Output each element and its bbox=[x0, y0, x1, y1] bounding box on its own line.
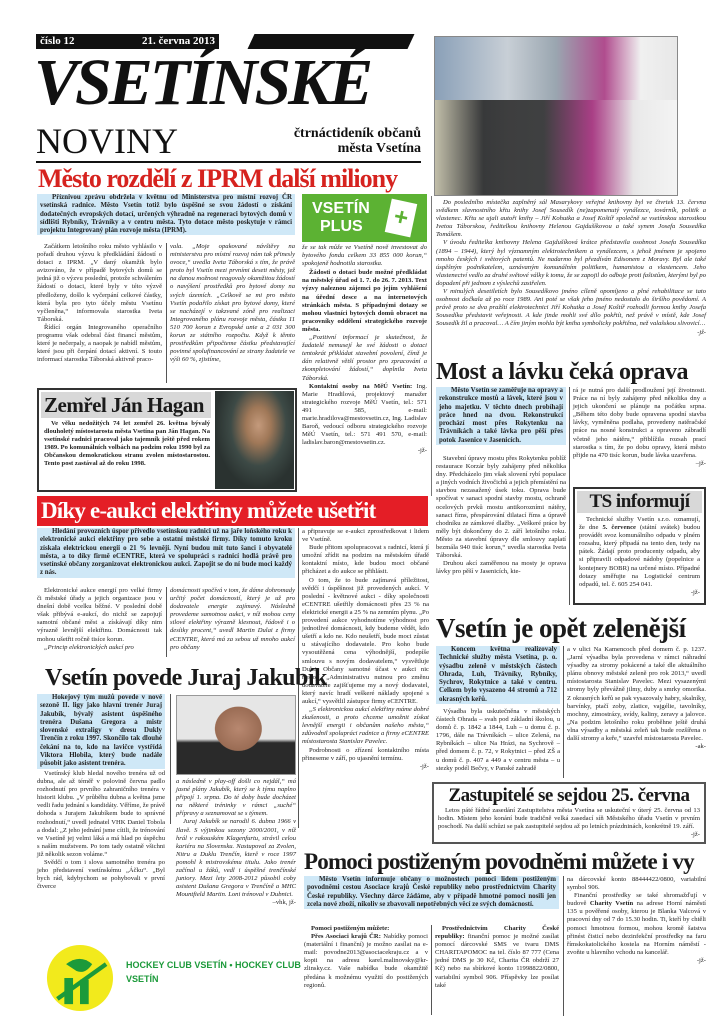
eaukce-col3b-text: Bude přitom spolupracovat s radnicí, která jí umožní zřídit na podzim na městském úřadě kontaktní místo, kde budou moci občané přicházet a do aukce se přihlásit. bbox=[302, 544, 429, 576]
hockey-player-icon bbox=[40, 938, 120, 1018]
zastupitele-box bbox=[432, 782, 706, 844]
eaukce-col3 bbox=[302, 528, 429, 771]
issue-date: 21. června 2013 bbox=[141, 35, 215, 47]
povodne-col2 bbox=[435, 925, 559, 990]
ts-text-b: (státní svátek) budou provádět svoz komunálního odpadu v plném rozsahu, který připadá na tento den, tedy na pátek. Žádají proto producenty odpadu, aby si připravili odpadové nádoby (popelnice a kontejnery BOBR) na určené místo. Případné dotazy směřujte na Logistické centrum odpadů, tel. č. 605 254 041. bbox=[579, 524, 701, 588]
iprm-col3c-text: „Pozitivní informací je skutečnost, že žadatelé nemusejí ke své žádosti o dotaci tentokrát přikládat stavební povolení, čímž je dán relativně větší prostor pro zpracování a zkompletování žádostí,“ doplnila Iveta Táborská. bbox=[302, 334, 427, 382]
jakubik-headline: Vsetín povede Juraj Jakubík bbox=[45, 665, 327, 691]
most-col1-text: Stavební úpravy mostu přes Rokytenku poblíž restaurace Korzár byly zahájeny před několika dny. Předcházelo jim však slovení rybí populace a jiných vodních živočichů a jejich přemístění na stavbou nezasažený úsek toku. Oprava bude spočívat v sanaci spodní stavby mostu, ochraně ocelových prvků mostu antikorozními nátěry, sanaci říms, přespárování dilatací říms a úpravě chodníku ze zámkové dlažby. „Veškeré práce by měly být dokončeny do 2. září letošního roku. Město za stavební úpravy dle smlouvy zaplatí bezmála 940 tisíc korun,“ uvedla starostka Iveta Táborská. bbox=[436, 455, 566, 560]
zelen-col1-text: Výsadba byla uskutečněna v městských částech Ohrada – svah pod základní školou, u domů č. p. 1842 a 1844, Luh – u domu č. p. 1796, dále na Trávníkách – ulice Zelená, na Rybníkách – ulice Na Hrázi, na Sychrově – před domem č. p. 72, v Rokytnici – před ZŠ a u domů č. p. 407 a 449 a v centru města – u stezky podél Bečvy, v Panské zahradě bbox=[436, 708, 560, 772]
hockey-logo-ring-text: HOCKEY CLUB VSETÍN • HOCKEY CLUB bbox=[126, 960, 301, 970]
column-divider bbox=[166, 587, 167, 657]
eaukce-col1-text: Elektronické aukce energií pro velké firmy či městské úřady a jejich organizace jsou v dnešní době vcelku běžné. V poslední době však přibývá e-aukcí, do nichž se zapojují samotní občané měst a získávají díky nim výrazně levnější elektřinu. Domácnosti tak mohou ušetřit ročně tisíce korun. bbox=[37, 587, 162, 643]
povodne-col2-text: finanční pomoc je možné zasílat pomocí dárcovské SMS ve tvaru DMS CHARITAPOMOC na tel. číslo 87 777 (Cena jedné DMS je 30 Kč, Charita ČR obdrží 27 Kč) nebo na sbírkové konto 11998822/0800, variabilní symbol 906. Příspěvky lze posílat také bbox=[435, 933, 559, 989]
column-divider bbox=[563, 646, 564, 778]
book-launch-photo bbox=[434, 36, 678, 196]
zastupitele-text bbox=[434, 807, 704, 839]
signature: -jž- bbox=[697, 328, 706, 336]
jakubik-col2 bbox=[176, 778, 296, 908]
iprm-col3a-text: že se tak může ve Vsetíně nově investovat do bytového fondu celkem 33 855 000 korun,“ spokojeně hodnotila starostka. bbox=[302, 244, 427, 268]
povodne-col2-label: Prostřednictvím Charity České republiky: bbox=[435, 925, 559, 941]
signature: -jž- bbox=[417, 447, 427, 455]
hockey-logo-bottom-text: VSETÍN bbox=[126, 974, 159, 984]
eaukce-col3c-text: O tom, že to bude zajímavá příležitost, svědčí i úspěšnost již provedených aukcí. V poslední - květnové aukci - díky společnosti eCENTRE ušetřily domácnosti přes 23 % na elektrické energii a 25 % na zemním plynu. „Po provedení aukce vyhodnotíme výhodnost pro jednotlivé domácnosti, kdy budeme vědět, kdo ušetří a kdo ne. Kdo neušetří, bude moci zůstat u stávajícího dodavatele. Pro koho bude vysoutěžená cena výhodnější, podepíše smlouvu s novým dodavatelem,“ vysvětluje Dulai. Občany samotné účast v aukci nic nestojí. „Administrativu nutnou pro změnu dodavatele zajišťujeme my a nový dodavatel, který navíc hradí veškeré náklady spojené s aukcí,“ vysvětlil zástupce firmy eCENTRE. bbox=[302, 576, 429, 705]
sousedik-p2: V úvodu ředitelka knihovny Helena Gajdušíková krátce představila osobnost Josefa Sousedíka (1894 – 1944), který byl významným elektrotechnikem a vynálezcem, s jehož jménem je spojeno mnoho českých i světových patentů. Ne nadarmo byl přezdíván Edisonem z Moravy. Byl ale také úspěšným podnikatelem, uznávaným komunálním politikem, humanistou a vlastencem. Jeho vlastenectví vedlo za druhé světové války k tomu, že se zapojil do odboje proti fašistům, kterými byl po dopadení při jednom z výslechů zastřelen. bbox=[436, 239, 706, 287]
signature: -jž- bbox=[419, 762, 429, 770]
most-col2-text: rá je nutná pro další prodloužení její životnosti. Práce na ní byly zahájeny před několika dny a jejich ukončení se plánuje na počátku srpna. „Během této doby bude opravena spodní stavba lávky, vyměněna podlaha, provedeny natěračské práce na nosné konstrukci a opraveno zábradlí včetně jeho nátěru,“ přiblížila rozsah prací starostka s tím, že po dobu opravy, která město přijde na 470 tisíc korun, bude lávka uzavřena. bbox=[573, 387, 706, 459]
eaukce-headline-bar bbox=[37, 496, 428, 526]
iprm-col1-text: Začátkem letošního roku město vyhlásilo v pořadí druhou výzvu k předkládání žádostí o dotaci z IPRM. „V daný okamžik bylo avizováno, že v případě bytových domů se jedná již o výzvu poslední, protože schválením žádostí o dotaci, které byly v této výzvě předloženy, došlo k vyčerpání celkové částky, která byla pro tyto účely městu Vsetínu vyčleněna,“ informovala starostka Iveta Táborská. bbox=[37, 243, 162, 323]
hagan-text bbox=[44, 420, 210, 469]
povodne-col1 bbox=[304, 925, 428, 990]
subtitle-line-1: čtrnáctideník občanů bbox=[293, 126, 421, 141]
iprm-lead-text: Příznivou zprávu obdržela v květnu od Ministerstva pro místní rozvoj ČR vsetínská radnice. Město Vsetín totiž bylo úspěšné se svou žádostí o získání dodatečných evropských dotací, určených výhradně na regeneraci bytových domů v sídlišti Rybníky, Trávníky a v centru města. Tyto dotace město poskytuje v rámci projektu Integrovaný plán rozvoje města (IPRM). bbox=[40, 194, 292, 235]
ts-box bbox=[573, 487, 706, 605]
eaukce-col1b-text: „Princip elektronických aukcí pro bbox=[44, 643, 134, 651]
logo-text-plus: PLUS bbox=[320, 218, 363, 235]
most-col1b-text: Druhou akcí zaměřenou na mosty je oprava lávky pro pěší v Jasenicích, kte- bbox=[436, 560, 566, 576]
signature: -jž- bbox=[696, 956, 706, 964]
iprm-col3d-text: Ing. Marie Hradilová, projektový manažer strategického rozvoje MěÚ Vsetín, tel.: 571 491 585, e-mail: marie.hradilova@mestovsetin.cz, Ing. Ladislav Baroň, vedoucí odboru strategického rozvoje MěÚ Vsetín, tel.: 571 491 570, e-mail: ladislav.baron@mestovsetin.cz. bbox=[302, 382, 427, 447]
jakubik-col2b-text: Juraj Jakubík se narodil 6. dubna 1966 v Ilavě. S výjimkou sezony 2000/2001, v níž hrál v rakouském Klagenfurtu, strávil celou kariéru na Slovensku. Nastupoval za Zvolen, Nitru a Duklu Trenčín, kterě v roce 1997 pomohl k mistrovskému titulu. Jako trenér začínal u žáků, vedl i úspěšné trenčínské juniory. Mezi lety 2008-2012 působil coby asistent Dušana Gregora v Trenčíně a MHC Mountfield Martin. Loni trénoval v Dubnici. bbox=[176, 818, 296, 899]
zelen-headline: Vsetín je opět zelenější bbox=[436, 613, 686, 643]
jakubik-lead-text: Hokejový tým mužů povede v nové sezoně II. ligy jako hlavní trenér Juraj Jakubík, bývalý asistent úspěšného trenéra Dušana Gregora a mistr slovenské extraligy v dresu Dukly Trenčín z roku 1997. Skončilo tak dlouhé čekání na to, kdo na lavičce vystřídá Viktora Hlobila, který bude nadále působit jako asistent trenéra. bbox=[40, 694, 162, 768]
signature: -jž- bbox=[690, 831, 700, 839]
eaukce-headline: Díky e-aukci elektřiny můžete ušetřit bbox=[41, 498, 376, 523]
signature: –jž- bbox=[695, 459, 706, 467]
photo-people bbox=[435, 100, 677, 195]
hagan-portrait bbox=[215, 391, 294, 489]
column-divider bbox=[170, 694, 171, 824]
zelen-col2 bbox=[567, 646, 706, 751]
masthead-rule bbox=[36, 161, 421, 163]
eaukce-col1 bbox=[37, 587, 162, 652]
eaukce-col3d-text: „S elektronickou aukcí elektřiny máme dobré zkušenosti, a proto chceme umožnit získat levnější energii i občanům našeho města,“ zdůvodnil spolupráci radnice a firmy eCENTRE místostarosta Stanislav Pavelec. bbox=[302, 706, 429, 746]
sousedik-p1: Do posledního místečka zaplněný sál Masarykovy veřejné knihovny byl ve čtvrtek 13. června svědkem slavnostního křtu knihy Josef Sousedík (ne)zapomenutý vynálezce, továrník, politik a vlastenec. Křtu se ujali autoři knihy – Jiří Kohutka a Josef Koštíř společně se vsetínskou starostkou Ivetou Táborskou, ředitelkou knihovny Helenou Gajdušíkovou a také synem Josefa Sousedíka Tomášem. bbox=[436, 199, 706, 239]
iprm-col3b-text: Žádosti o dotaci bude možné předkládat na městský úřad od 1. 7. do 26. 7. 2013. Text výzvy naleznou zájemci po jejím vyhlášení na úřední desce a na internetových stránkách města. S případnými dotazy se mohou vlastníci bytových domů obracet na pracovníky oddělení strategického rozvoje města. bbox=[302, 269, 427, 333]
hagan-box bbox=[37, 388, 297, 492]
iprm-lead bbox=[37, 194, 295, 235]
zelen-col1 bbox=[436, 708, 560, 773]
iprm-col3 bbox=[302, 244, 427, 455]
sousedik-article bbox=[436, 199, 706, 337]
column-divider bbox=[166, 243, 167, 383]
povodne-col3 bbox=[567, 876, 706, 965]
povodne-col3b-pre: Finanční prostředky se také shromažďují v budově bbox=[567, 892, 706, 908]
charity-name: Charity Vsetín bbox=[589, 900, 634, 908]
zelen-lead bbox=[436, 646, 560, 704]
most-col1 bbox=[436, 455, 566, 576]
most-col2 bbox=[573, 387, 706, 468]
jakubik-col1b-text: Svědčí o tom i slova samotného trenéra po jeho představení vsetínskému „Áčku“. „Byl bych rád, kdybychom se pohybovali v první čtverce bbox=[37, 859, 165, 891]
signature: -ak- bbox=[695, 743, 706, 751]
column-divider bbox=[569, 387, 570, 605]
hagan-text-body: Ve věku nedožitých 74 let zemřel 26. května bývalý dlouholetý místostarosta města Vsetína pan Ján Hagan. Na vsetínské radnici pracoval jako tajemník ještě před rokem 1989. Po komunálních volbách na podzim roku 1990 byl za Občanskou demokratickou stranu zvolen místostarostou. Tento post zastával až do roku 1998. bbox=[44, 420, 210, 468]
logo-text-vsetin: VSETÍN bbox=[312, 200, 370, 217]
column-divider bbox=[431, 925, 432, 1015]
ts-text bbox=[575, 515, 704, 598]
page-divider bbox=[431, 196, 432, 496]
zastupitele-text-body: Letos páté řádné zasedání Zastupitelstva města Vsetína se uskuteční v úterý 25. června od 13 hodin. Místem jeho konání bude tradičně velká zasedací síň Městského úřadu Vsetín v prvním poschodí. Na další schůzi se pak zastupitelé sejdou až po letních prázdninách, konkrétně 19. září. bbox=[438, 807, 700, 831]
zelen-lead-text: Koncem května realizovaly Technické služby města Vsetína, p. o. výsadbu zeleně v městských částech Ohrada, Luh, Trávníky, Rybníky, Sychrov, Rokytnice a také v centru. Celkem bylo vysazeno 44 stromů a 712 okrasných keřů. bbox=[439, 646, 557, 703]
hockey-club-logo bbox=[40, 938, 301, 1018]
masthead-subtitle bbox=[294, 126, 421, 156]
subtitle-line-2: města Vsetína bbox=[337, 141, 421, 156]
masthead-title: VSETÍNSKÉ bbox=[34, 46, 371, 119]
document-plus-icon: + bbox=[385, 199, 418, 238]
vsetin-plus-logo bbox=[302, 194, 427, 242]
ts-text-a: Technické služby Vsetín s.r.o. oznamují, že dne bbox=[579, 516, 700, 532]
povodne-headline: Pomoci postiženým povodněmi můžete i vy bbox=[304, 849, 694, 874]
ts-date: 5. července bbox=[602, 524, 636, 532]
most-lead bbox=[436, 387, 566, 445]
contacts-label: Kontaktní osoby na MěÚ Vsetín: bbox=[309, 382, 413, 390]
iprm-col1 bbox=[37, 243, 162, 364]
eaukce-lead bbox=[37, 528, 295, 578]
eaukce-col3-text: a připravuje se e-aukci zprostředkovat i lidem ve Vsetíně. bbox=[302, 528, 429, 544]
zelen-col2-text: a v ulici Na Kamencoch před domem č. p. 1237. „Jarní výsadba byla provedena v rámci náhradní výsadby za stromy pokácené a také dle aktuálního plánu obnovy městské zeleně pro rok 2013,“ uvedl místostarosta Stanislav Pavelec. Mezi vysazenými stromy byly převážně jilmy, duby a smrky omorika. Z okrasných keřů se pak vysazovaly habry, skalníky, barvínky, ptačí zoby, zlatice, vajgélie, tavolníky, mochny, zimostrázy, svídy, kaliny, zeravy a jalovce. „Na podzim letošního roku proběhne ještě druhá vlna výsadby a městská zeleň tak bude rozšířena o další stromy a keře,“ uzavřel místostarosta Pavelec. bbox=[567, 646, 706, 743]
masthead bbox=[36, 34, 421, 166]
eaukce-lead-text: Hledání provozních úspor přivedlo vsetínskou radnici už na jaře loňského roku k elektronické aukci elektřiny pro sebe a ostatní městské firmy. Díky tomuto kroku získala elektrickou energii o 21 % levněji. Nyní budou mít tuto šanci i obyvatelé města, a to díky firmě eCENTRE, která ve spolupráci s radnicí hodlá právě pro vsetínské občany zorganizovat elektronickou aukci. Zapojit se do ní bude moci každý z nás. bbox=[40, 528, 292, 577]
povodne-col1-text: Nabídky pomoci (materiální i finanční) je možno zasílat na e-mail: povodne2013@asociacekraju.cz a v kopii na adresu karel.malinovsky@kr-zlinsky.cz. Vaše nabídka bude okamžitě předána k možnému využití do postižených regionů. bbox=[304, 933, 428, 989]
eaukce-col2-text: domácnosti spočívá v tom, že dáme dohromady určitý počet domácností, který je už pro dodavatele energie zajímavý. Následně provedeme samotnou aukci, v níž mohou ceny silové elektřiny výrazně klesnout, řádově i o desítky procent,“ uvedl Martin Dulai z firmy eCENTRE, která má za sebou už mnoho aukcí pro občany bbox=[170, 587, 295, 651]
most-lead-text: Město Vsetín se zaměřuje na opravy a rekonstrukce mostů a lávek, které jsou v jeho majetku. V těchto dnech probíhají práce hned na dvou. Rekonstrukcí prochází most přes Rokytenku na Trávníkách a také lávka pro pěší přes potok Jasenice v Jasenicích. bbox=[439, 387, 563, 444]
jakubik-lead bbox=[37, 694, 165, 769]
sousedik-p3: V minulých desetiletích bylo Sousedíkovo jméno cíleně opomíjeno a plné rehabilitace se tato osobnost dočkala až po roce 1989. Ani poté se však jeho jméno nedostalo do širšího povědomí. A právě proto se dva pražští elektrotechnici Jiří Kohutka a Josef Koštíř rozhodli formou knihy Josefa Sousedíka představit veřejnosti. A kde jinde mohli své dílo pokřtít, než právě v místě, kde Josef Sousedík žil a pracoval… A čím jiným mohla být kniha symbolicky pokřtěna, než valašskou slivovicí… bbox=[436, 288, 706, 328]
issue-number: číslo 12 bbox=[40, 35, 75, 47]
signature: -jž- bbox=[690, 588, 700, 596]
zastupitele-headline: Zastupitelé se sejdou 25. června bbox=[448, 785, 690, 806]
masthead-noviny: NOVINY bbox=[36, 121, 178, 161]
povodne-col3a-text: na dárcovské konto 88444422/0800, variabilní symbol 906. bbox=[567, 876, 706, 892]
hagan-headline: Zemřel Ján Hagan bbox=[41, 392, 211, 418]
eaukce-col3e-text: Podrobnosti o zřízení kontaktního místa přineseme v září, po ujasnění termínu. bbox=[302, 746, 429, 762]
povodne-col3b-text: na adrese Horní náměstí 135 u pověřené osoby, kterou je Blanka Valcová v pracovní dny od 7 do 15.30 hodin. Ti, kteří by chtěli pomoci hmotnou formou, mohou kromě šatstva přinést čisticí nebo dezinfekční prostředky na faru římskokatolického kostela na Horním náměstí - zvoňte u hlavního vchodu na kancelář. bbox=[567, 900, 706, 956]
povodne-lead bbox=[304, 876, 559, 909]
signature: –vhk, jž- bbox=[272, 899, 296, 907]
jakubik-photo bbox=[176, 695, 296, 775]
column-divider bbox=[563, 876, 564, 1016]
povodne-col1-title: Pomoci postiženým můžete: bbox=[311, 925, 390, 932]
iprm-col1b-text: Řídící orgán Integrovaného operačního programu však odebral část financí městům, které je nečerpaly, a naopak je nabídl městům, které jsou při čerpání dotací aktivní. S touto informací starostka Táborská aktivně praco- bbox=[37, 323, 162, 364]
jakubik-col1-text: Vsetínský klub hledal nového trenéra už od dubna, ale až téměř v polovině června padlo rozhodnutí pro prvního zahraničního trenéra v historii klubu. „V průběhu dubna a května jsme vedli řadu jednání s kandidáty. Věříme, že právě dohoda s Jurajem Jakubíkem bude to správné rozhodnutí,“ uvedl jednatel VHK Daniel Tobola a dodal: „Z jeho jednání jsme cítili, že trénování ve Vsetíně jej velmi láká a má hlad po úspěchu s naším mužstvem. Po tom tady ostatně všichni již několik sezon voláme.“ bbox=[37, 770, 165, 858]
eaukce-col2 bbox=[170, 587, 295, 652]
headline-iprm: Město rozdělí z IPRM další miliony bbox=[38, 164, 398, 193]
iprm-col2-text: vala. „Moje opakované návštěvy na ministerstvu pro místní rozvoj nám tak přinesly ovoce,“ uvedla Iveta Táborská s tím, že právě proto byl Vsetín mezi prvními deseti městy, jež na danou možnost reagovaly okamžitou žádostí o navýšení prostředků pro bytové domy na svých územích. „Celkově se mi pro město Vsetín podařilo získat pro bytové domy, které se nacházejí v takzvané zóně pro realizaci Integrovaného plánu rozvoje města, částku 11 510 700 korun z Evropské unie a 2 031 300 korun ze státního rozpočtu. Když k těmto prostředkům připočteme částku představující povinné spolufinancování ze strany žadatele ve výši 60 %, zjistíme, bbox=[170, 243, 295, 364]
povodne-lead-text: Město Vsetín informuje občany o možnostech pomoci lidem postiženým povodněmi cestou Asociace krajů České republiky nebo prostřednictvím Charity České republiky. Všechny dárce žádáme, aby v případě hmotné pomoci nosili jen zcela nové zboží, nikoliv se zbavovali nepotřebných věcí ze svých domácností. bbox=[307, 876, 556, 908]
jakubik-col2-text: a následně v play-off došli co nejdál,“ má jasné plány Jakubík, který se k týmu naplno připojí 1. srpna. Do té doby bude docházet na některé tréninky v rámci „suché“ přípravy a seznamovat se s týmem. bbox=[176, 778, 296, 818]
povodne-col1-label: Přes Asociaci krajů ČR: bbox=[311, 933, 381, 941]
iprm-col2 bbox=[170, 243, 295, 364]
jakubik-col1 bbox=[37, 770, 165, 891]
most-headline: Most a lávku čeká oprava bbox=[436, 359, 688, 385]
ts-headline: TS informují bbox=[577, 491, 702, 513]
